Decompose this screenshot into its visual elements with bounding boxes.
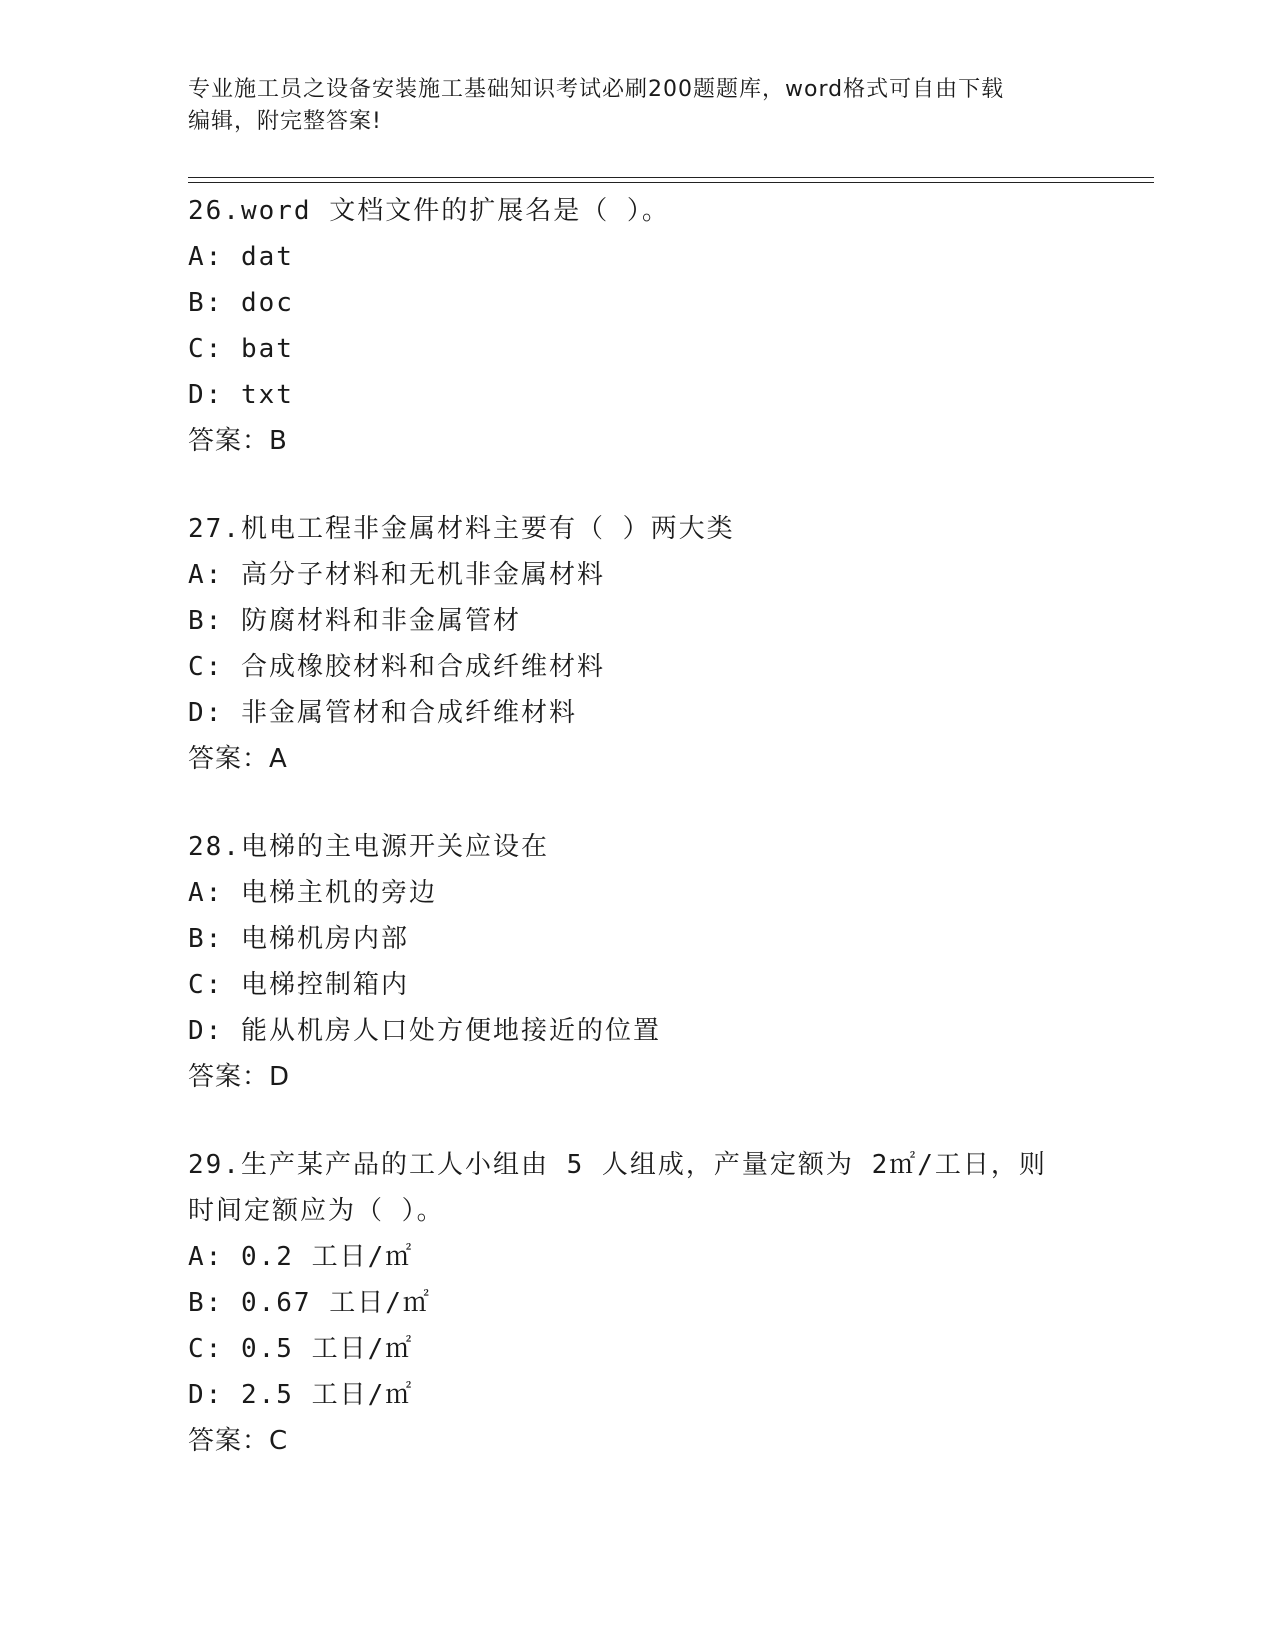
option-b: B: 防腐材料和非金属管材 xyxy=(188,606,521,636)
option-b: B: doc xyxy=(188,288,294,318)
option-b: B: 0.67 工日/㎡ xyxy=(188,1288,431,1318)
question-stem: 26.word 文档文件的扩展名是（ ）。 xyxy=(188,196,670,226)
question-stem: 28.电梯的主电源开关应设在 xyxy=(188,832,549,862)
question-block xyxy=(188,824,1088,1100)
answer-line: 答案：C xyxy=(188,1426,289,1456)
option-d: D: txt xyxy=(188,380,294,410)
header-title-line-1: 专业施工员之设备安装施工基础知识考试必刷200题题库，word格式可自由下载 xyxy=(188,77,1005,102)
option-b: B: 电梯机房内部 xyxy=(188,924,409,954)
option-c: C: 电梯控制箱内 xyxy=(188,970,409,1000)
option-d: D: 非金属管材和合成纤维材料 xyxy=(188,698,577,728)
header-divider-top xyxy=(188,177,1154,178)
question-block xyxy=(188,506,1088,782)
question-block xyxy=(188,188,1088,464)
option-a: A: 高分子材料和无机非金属材料 xyxy=(188,560,605,590)
header-title-line-2: 编辑，附完整答案! xyxy=(188,109,382,134)
option-d: D: 2.5 工日/㎡ xyxy=(188,1380,414,1410)
option-a: A: 电梯主机的旁边 xyxy=(188,878,437,908)
answer-line: 答案：A xyxy=(188,744,288,774)
option-a: A: dat xyxy=(188,242,294,272)
option-c: C: 合成橡胶材料和合成纤维材料 xyxy=(188,652,605,682)
option-c: C: 0.5 工日/㎡ xyxy=(188,1334,414,1364)
question-stem: 27.机电工程非金属材料主要有（ ）两大类 xyxy=(188,514,735,544)
option-c: C: bat xyxy=(188,334,294,364)
question-block xyxy=(188,1142,1088,1464)
document-header xyxy=(188,74,1068,138)
header-divider-bottom xyxy=(188,182,1154,183)
answer-line: 答案：D xyxy=(188,1062,291,1092)
question-stem: 29.生产某产品的工人小组由 5 人组成，产量定额为 2㎡/工日，则时间定额应为（ ）。 xyxy=(188,1150,1047,1226)
option-a: A: 0.2 工日/㎡ xyxy=(188,1242,414,1272)
option-d: D: 能从机房人口处方便地接近的位置 xyxy=(188,1016,661,1046)
answer-line: 答案：B xyxy=(188,426,288,456)
